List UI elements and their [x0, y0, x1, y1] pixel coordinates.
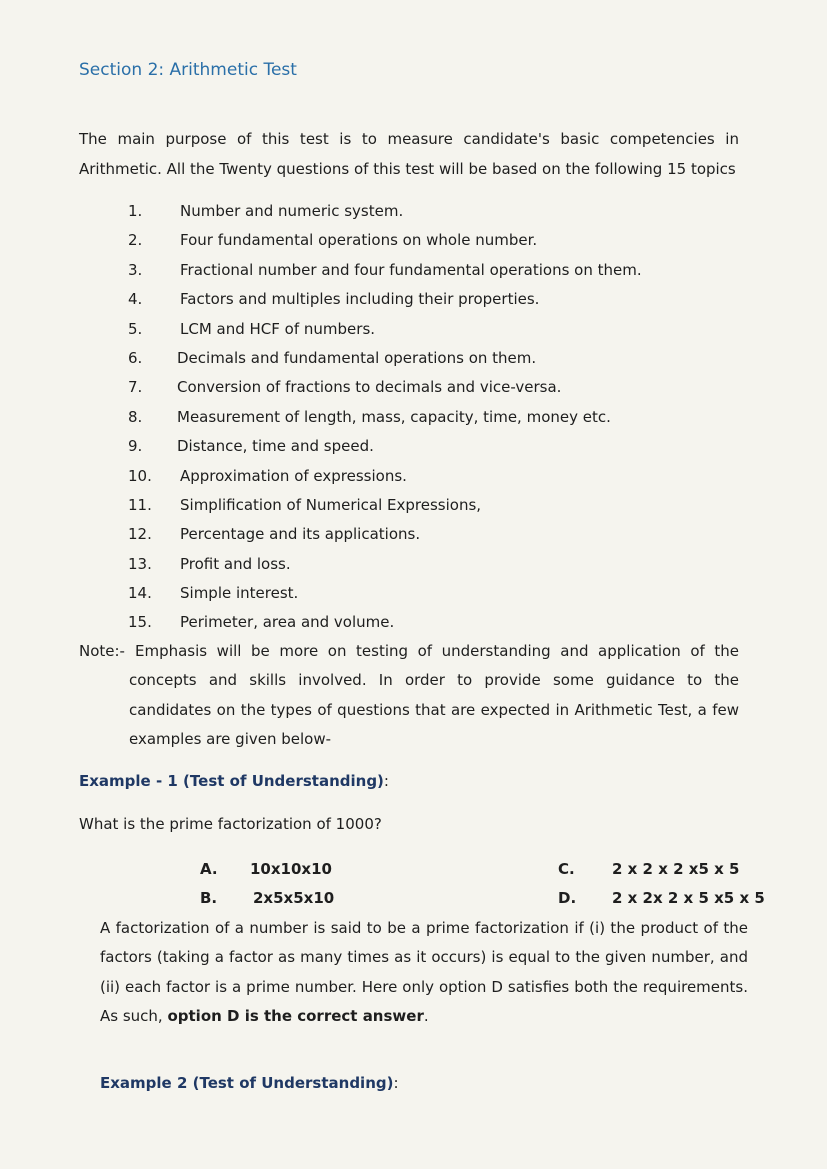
option-c-text: 2 x 2 x 2 x5 x 5 [612, 860, 740, 878]
list-number: 14. [128, 584, 152, 603]
explanation-paragraph [100, 914, 748, 1031]
example-2-title: Example 2 (Test of Understanding) [100, 1074, 394, 1092]
example-1-heading [79, 772, 389, 790]
list-text: Fractional number and four fundamental operations on them. [180, 260, 642, 279]
topics-list [128, 197, 748, 638]
list-text: Distance, time and speed. [177, 437, 374, 456]
list-item [128, 285, 748, 314]
heading-colon: : [393, 1074, 399, 1092]
list-number: 6. [128, 348, 143, 367]
note-text: Emphasis will be more on testing of understanding and application of the concepts and skills involved. In order to provide some guidance to the candidates on the types of questions that are expected in Arithmetic Test, a few examples are given below- [129, 642, 739, 748]
list-text: Profit and loss. [180, 554, 291, 573]
list-item [128, 315, 748, 344]
list-text: Decimals and fundamental operations on them. [177, 348, 537, 367]
correct-answer: option D is the correct answer [167, 1006, 424, 1025]
list-item [128, 462, 748, 491]
option-b-text: 2x5x5x10 [253, 889, 335, 907]
example-2-heading [100, 1074, 399, 1092]
list-item [128, 608, 748, 637]
list-item [128, 579, 748, 608]
list-text: Simplification of Numerical Expressions, [180, 495, 482, 514]
list-number: 7. [128, 378, 143, 397]
option-a-label: A. [200, 860, 218, 878]
answer-end: . [423, 1006, 429, 1025]
list-item [128, 344, 748, 373]
list-text: Percentage and its applications. [180, 525, 421, 544]
option-a-text: 10x10x10 [250, 860, 332, 878]
option-d-text: 2 x 2x 2 x 5 x5 x 5 [612, 889, 765, 907]
list-text: Conversion of fractions to decimals and vice-versa. [177, 378, 562, 397]
option-c-label: C. [558, 860, 575, 878]
list-number: 13. [128, 554, 152, 573]
question-text: What is the prime factorization of 1000? [79, 815, 382, 833]
list-item [128, 373, 748, 402]
list-text: Number and numeric system. [180, 202, 404, 220]
list-item [128, 520, 748, 549]
list-item [128, 403, 748, 432]
list-text: Measurement of length, mass, capacity, time, money etc. [177, 407, 611, 426]
option-d-label: D. [558, 889, 577, 907]
list-number: 15. [128, 613, 152, 632]
list-item [128, 256, 748, 285]
list-text: Factors and multiples including their properties. [180, 290, 540, 309]
list-number: 2. [128, 231, 143, 250]
example-1-title: Example - 1 (Test of Understanding) [79, 772, 384, 790]
note-paragraph [79, 637, 739, 754]
section-title: Section 2: Arithmetic Test [79, 60, 297, 80]
list-text: Perimeter, area and volume. [180, 613, 395, 632]
option-b-label: B. [200, 889, 218, 907]
list-item [128, 226, 748, 255]
list-text: Approximation of expressions. [180, 466, 407, 485]
heading-colon: : [383, 772, 389, 790]
list-item [128, 432, 748, 461]
list-number: 5. [128, 319, 143, 338]
list-number: 12. [128, 525, 152, 544]
list-number: 3. [128, 260, 143, 279]
list-item [128, 197, 748, 226]
list-text: Four fundamental operations on whole number. [180, 231, 538, 250]
list-number: 8. [128, 407, 143, 426]
note-label: Note:- [79, 642, 125, 660]
list-number: 11. [128, 495, 152, 514]
list-text: Simple interest. [180, 584, 299, 603]
list-number: 1. [128, 202, 143, 220]
list-item [128, 491, 748, 520]
list-number: 9. [128, 437, 143, 456]
list-item [128, 550, 748, 579]
intro-paragraph: The main purpose of this test is to measure candidate's basic competencies in Arithmetic. All the Twenty questions of this test will be based on the following 15 topics [79, 130, 739, 178]
list-text: LCM and HCF of numbers. [180, 319, 376, 338]
explanation-text: A factorization of a number is said to be a prime factorization if (i) the product of the factors (taking a factor as many times as it occurs) is equal to the given number, and (ii) each factor is a prime number. Here only option D satisfies both the requirements. As such, [100, 919, 748, 1025]
list-number: 4. [128, 290, 143, 309]
list-number: 10. [128, 466, 152, 485]
